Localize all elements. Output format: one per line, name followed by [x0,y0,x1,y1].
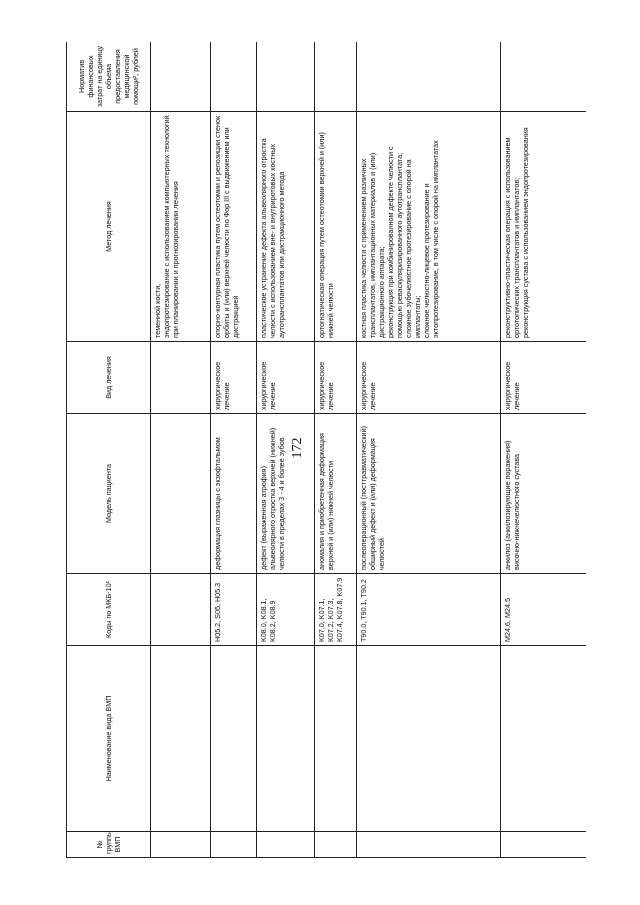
cell-group [257,832,315,858]
header-method: Метод лечения [67,112,151,342]
cell-method [315,112,357,342]
cell-kind: хирургическое лечение [315,342,357,414]
cell-group [151,832,211,858]
method-line: теменной кости, [153,283,162,338]
cell-group [315,832,357,858]
table-header-row [67,42,151,858]
cell-kind: хирургическое лечение [501,342,587,414]
cell-name [357,646,501,832]
cell-norm [357,42,501,112]
header-kind: Вид лечения [67,342,151,414]
cell-name [315,646,357,832]
cell-method [357,112,501,342]
cell-group [357,832,501,858]
method-line: реконструктивно-пластическая операция с использованием ортотопических трансплантатов и имплантатов; [503,137,521,338]
cell-model: дефект (выраженная атрофия) альвеолярного отростка верхней (нижней) челюсти в пределах 3 - 4 и более зубов [257,414,315,574]
header-codes: Коды по МКБ-10¹ [67,574,151,646]
method-line: пластическое устранение дефекта альвеолярного отростка челюсти с использованием вне- и внутриротовых костных аутотрансплантатов или дистракционного метода [259,138,286,338]
method-line: костная пластика челюсти с применением различных трансплантатов, имплантационных материалов и (или) дистракционного аппарата; [359,152,386,338]
cell-codes: K08.0, K08.1, K08.2, K08.9 [257,574,315,646]
cell-codes [151,574,211,646]
table-row [357,42,501,858]
cell-name [501,646,587,832]
cell-norm [211,42,257,112]
cell-method [501,112,587,342]
cell-codes: H05.2, S05, H05.3 [211,574,257,646]
method-line: эндопротезирование с использованием компьютерных технологий при планировании и прогнозировании лечения [162,115,180,338]
cell-kind: хирургическое лечение [257,342,315,414]
cell-codes: K07.0, K07.1, K07.2, K07.3, K07.4, K07.8, K07.9 [315,574,357,646]
method-line: сложное зубочелюстное протезирование с опорой на имплантаты; [404,159,422,338]
header-group: № группы ВМП [67,832,151,858]
cell-norm [257,42,315,112]
cell-codes: M24.6, M24.5 [501,574,587,646]
cell-codes: T90.0, T90.1, T90.2 [357,574,501,646]
cell-kind [151,342,211,414]
header-model: Модель пациента [67,414,151,574]
cell-norm [501,42,587,112]
cell-kind: хирургическое лечение [211,342,257,414]
method-line: ортогнатическая операция путем остеотомии верхней и (или) нижней челюсти [317,132,335,338]
cell-method [257,112,315,342]
method-line: сложное челюстно-лицевое протезирование и эктопротезирование, в том числе с опорой на имплантатах [422,140,440,338]
header-name: Наименование вида ВМП [67,646,151,832]
rotated-table-container [66,42,586,858]
cell-model: аномалия и приобретенная деформация верхней и (или) нижней челюсти [315,414,357,574]
cell-model: послеоперационный (посттравматический) обширный дефект и (или) деформация челюстей [357,414,501,574]
cell-group [211,832,257,858]
method-line: реконструкция при комбинированном дефекте челюсти с помощью реваскуляризированного аутотрансплантата; [386,146,404,338]
cell-name [151,646,211,832]
rotated-table-region [66,42,586,858]
page-number: 172 [290,437,305,459]
vmp-table [66,42,586,858]
cell-norm [315,42,357,112]
cell-method [151,112,211,342]
cell-method [211,112,257,342]
cell-name [211,646,257,832]
header-norm: Норматив финансовых затрат на единицу объема предоставления медицинской помощи², рублей [67,42,151,112]
cell-name [257,646,315,832]
cell-model: анкилоз (анкилозирующие поражения) височно-нижнечелюстного сустава [501,414,587,574]
cell-model: деформация глазницы с экзофтальмом [211,414,257,574]
table-row [151,42,211,858]
method-line: опорно-контурная пластика путем остеотомии и репозиции стенок орбиты и (или) верхней челюсти по Фор III с выдвижением или дистракцией [213,115,240,338]
table-row [257,42,315,858]
cell-model [151,414,211,574]
table-row [315,42,357,858]
cell-norm [151,42,211,112]
cell-group [501,832,587,858]
cell-kind: хирургическое лечение [357,342,501,414]
method-line: реконструкция сустава с использованием эндопротезирования [521,127,530,338]
table-row [211,42,257,858]
table-row [501,42,587,858]
